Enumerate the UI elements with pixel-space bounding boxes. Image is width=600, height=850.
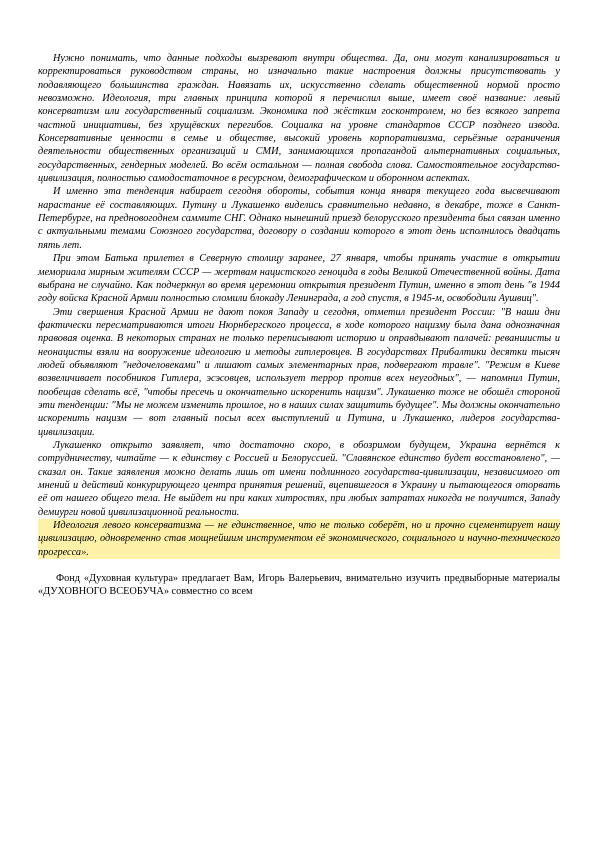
paragraph-3: При этом Батька прилетел в Северную столицу заранее, 27 января, чтобы принять участие в открытии мемориала мирным жителям СССР — жертвам нацистского геноцида в годы Великой Отечественной войны. Дата выбрана не случайно. Как подчеркнул во время церемонии открытия президент Путин, именно в этот день "в 1944 году войска Красной Армии полностью сломили блокаду Ленинграда, а год спустя, в 1945-м, освободили Аушвиц". — [38, 253, 560, 305]
paragraph-7: Фонд «Духовная культура» предлагает Вам, Игорь Валерьевич, внимательно изучить предвыборные материалы «ДУХОВНОГО ВСЕОБУЧА» совместно со всем — [38, 573, 560, 598]
paragraph-1: Нужно понимать, что данные подходы вызревают внутри общества. Да, они могут канализироваться и корректироваться руководством страны, но изначально такие настроения должны присутствовать у подавляющего большинства граждан. Навязать их, искусственно сделать общественной нормой просто невозможно. Идеология, три главных принципа которой я перечислил выше, имеет своё название: левый консерватизм или государственный социализм. Экономика под жёстким госконтролем, но без всякого запрета частной инициативы, без хрущёвских перегибов. Социалка на уровне стандартов СССР позднего извода. Консервативные ценности в семье и обществе, высокий уровень корпоративизма, серьёзные ограничения деятельности общественных организаций и СМИ, занимающихся пропагандой альтернативных социальных, государственных, гендерных моделей. Во всём остальном — полная свобода слова. Самостоятельное государство-цивилизация, полностью самодостаточное в ресурсном, демографическом и оборонном аспектах. — [38, 53, 560, 185]
paragraph-6-highlighted: Идеология левого консерватизма — не единственное, что не только соберёт, но и прочно сцементирует нашу цивилизацию, одновременно став мощнейшим инструментом её экономического, социального и научно-технического прогресса». — [38, 520, 560, 558]
paragraph-2: И именно эта тенденция набирает сегодня обороты, события конца января текущего года высвечивают нарастание её составляющих. Путину и Лукашенко виделись сравнительно недавно, в декабре, тоже в Санкт-Петербурге, на предновогоднем саммите СНГ. Однако нынешний приезд белорусского президента был связан именно с актуальными темами Союзного государства, договору о создании которого в этот день исполнилось двадцать пять лет. — [38, 186, 560, 251]
paragraph-5: Лукашенко открыто заявляет, что достаточно скоро, в обозримом будущем, Украина вернётся к сотрудничеству, читайте — к единству с Россией и Белоруссией. "Славянское единство будет восстановлено", — сказал он. Такие заявления можно делать лишь от имени подлинного государства-цивилизации, независимого от мнений и действий конкурирующего центра принятия решений, вцепившегося в Украину и пытающегося оторвать её от нашего общего тела. Не выйдет ни при каких хитростях, при любых затратах никогда не получится, Западу демиурги новой цивилизационной реальности. — [38, 439, 560, 518]
paragraph-4: Эти свершения Красной Армии не дают покоя Западу и сегодня, отметил президент России: "В наши дни фактически пересматриваются итоги Нюрнбергского процесса, в ходе которого нацизму была дана однозначная правовая оценка. В некоторых странах не только переписывают историю и оправдывают палачей: реваншисты и неонацисты взяли на вооружение идеологию и методы гитлеровцев. В государствах Прибалтики десятки тысяч людей объявляют "недочеловеками" и лишают самых элементарных прав, подвергают травле". "Режим в Киеве возвеличивает пособников Гитлера, эсэсовцев, использует террор против всех неугодных", — напомнил Путин, пообещав сделать всё, "чтобы пресечь и окончательно искоренить нацизм". Лукашенко тоже не обошёл стороной эти тенденции: "Мы не можем изменить прошлое, но в наших силах защитить будущее". Мы должны окончательно искоренить нацизм — вот главный посыл всех выступлений и Путина, и Лукашенко, лидеров государства-цивилизации. — [38, 306, 560, 438]
paragraph-spacer — [38, 559, 560, 572]
